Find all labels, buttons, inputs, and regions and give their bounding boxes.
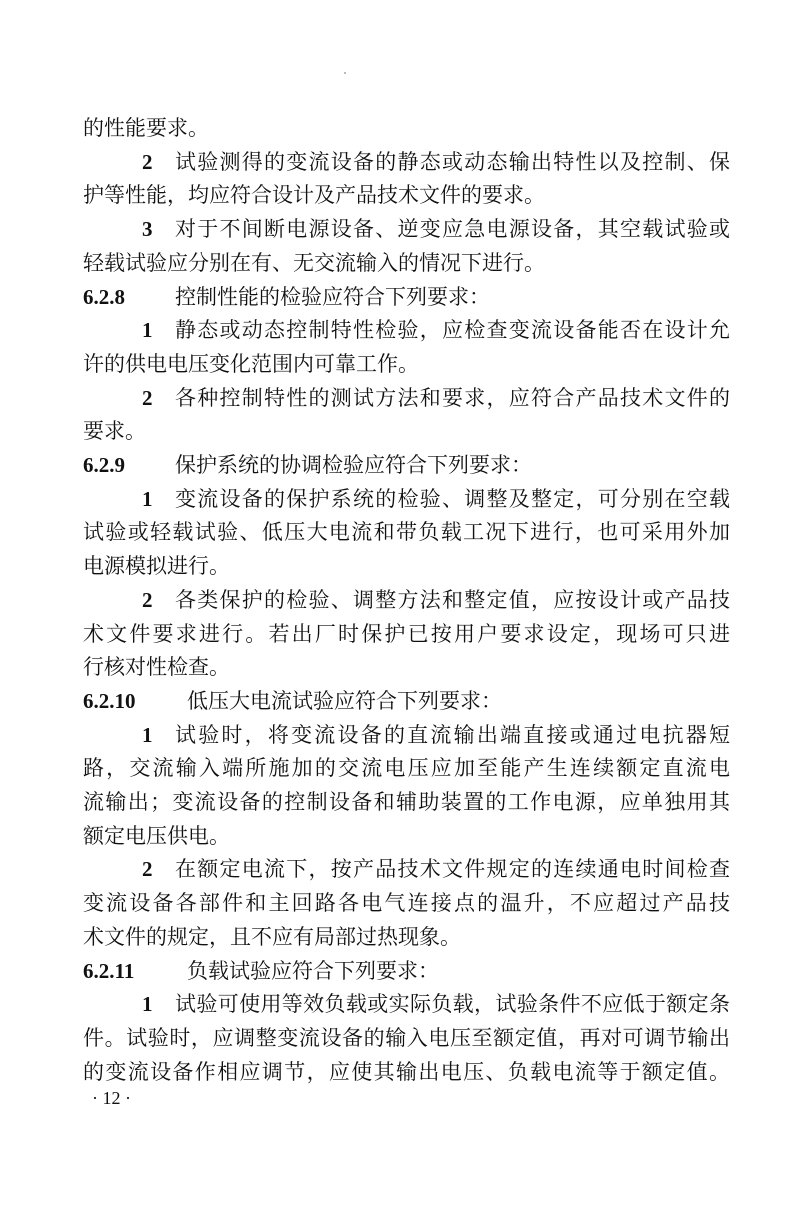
line-text: 在额定电流下，按产品技术文件规定的连续通电时间检查 [175,857,730,882]
line-text: 轻载试验应分别在有、无交流输入的情况下进行。 [83,250,545,275]
line-text: 要求。 [83,419,146,444]
line-text: 术文件要求进行。若出厂时保护已按用户要求设定，现场可只进 [83,621,730,646]
text-line [83,652,730,682]
text-line [83,821,730,851]
line-text: 变流设备各部件和主回路各电气连接点的温升，不应超过产品技 [83,891,730,916]
item-number: 2 [142,385,153,410]
line-text: 护等性能，均应符合设计及产品技术文件的要求。 [83,183,545,208]
line-text: 流输出；变流设备的控制设备和辅助装置的工作电源，应单独用其 [83,790,730,814]
section-number: 6.2.11 [83,958,135,983]
line-text: 的变流设备作相应调节，应使其输出电压、负载电流等于额定值。 [83,1059,730,1084]
line-text: 许的供电电压变化范围内可靠工作。 [83,351,419,376]
line-text: 试验可使用等效负载或实际负载，试验条件不应低于额定条 [175,992,730,1017]
item-number: 2 [142,149,153,174]
line-text: 各种控制特性的测试方法和要求，应符合产品技术文件的 [175,385,730,410]
section-number: 6.2.10 [83,688,136,713]
section-heading-line [83,450,730,480]
line-text: 电源模拟进行。 [83,554,230,579]
item-number: 1 [142,992,153,1017]
clause-item-line [83,989,730,1019]
section-heading-line [83,686,730,716]
line-text: 额定电压供电。 [83,823,230,848]
clause-item-line [83,585,730,615]
item-number: 1 [142,486,153,511]
item-number: 2 [142,857,153,882]
line-text: 变流设备的保护系统的检验、调整及整定，可分别在空载 [175,486,730,511]
clause-item-line [83,315,730,345]
item-number: 2 [142,587,153,612]
line-text: 各类保护的检验、调整方法和整定值，应按设计或产品技 [175,587,730,612]
text-line [83,180,730,210]
clause-item-line [83,383,730,413]
text-line [83,551,730,581]
text-line [83,416,730,446]
scan-speck [344,72,346,74]
line-text: 试验时，将变流设备的直流输出端直接或通过电抗器短 [175,722,730,747]
text-line [83,1023,730,1053]
line-text: 低压大电流试验应符合下列要求： [187,688,502,713]
text-line [83,753,730,783]
line-text: 静态或动态控制特性检验，应检查变流设备能否在设计允 [175,318,730,343]
section-number: 6.2.8 [83,284,125,309]
text-line [83,517,730,547]
clause-item-line [83,854,730,884]
page-number: · 12 · [92,1088,131,1108]
section-heading-line [83,956,730,986]
line-text: 术文件的规定，且不应有局部过热现象。 [83,924,461,949]
clause-item-line [83,147,730,177]
text-line [83,619,730,649]
text-line [83,349,730,379]
clause-item-line [83,214,730,244]
line-text: 保护系统的协调检验应符合下列要求： [175,453,532,477]
line-text: 负载试验应符合下列要求： [187,958,439,983]
line-text: 对于不间断电源设备、逆变应急电源设备，其空载试验或 [175,217,730,242]
line-text: 的性能要求。 [83,116,209,140]
line-text: 件。试验时，应调整变流设备的输入电压至额定值，再对可调节输出 [83,1025,730,1050]
text-line [83,113,730,143]
clause-item-line [83,484,730,514]
section-heading-line [83,282,730,312]
line-text: 试验或轻载试验、低压大电流和带负载工况下进行，也可采用外加 [83,520,730,545]
section-number: 6.2.9 [83,453,125,477]
text-line [83,1057,730,1087]
clause-item-line [83,720,730,750]
text-line [83,787,730,817]
line-text: 路，交流输入端所施加的交流电压应加至能产生连续额定直流电 [83,756,730,781]
text-line [83,922,730,952]
line-text: 控制性能的检验应符合下列要求： [175,284,490,309]
item-number: 1 [142,318,153,343]
item-number: 3 [142,217,153,242]
line-text: 行核对性检查。 [83,655,230,680]
text-line [83,248,730,278]
line-text: 试验测得的变流设备的静态或动态输出特性以及控制、保 [175,149,730,174]
item-number: 1 [142,722,153,747]
text-line [83,888,730,918]
